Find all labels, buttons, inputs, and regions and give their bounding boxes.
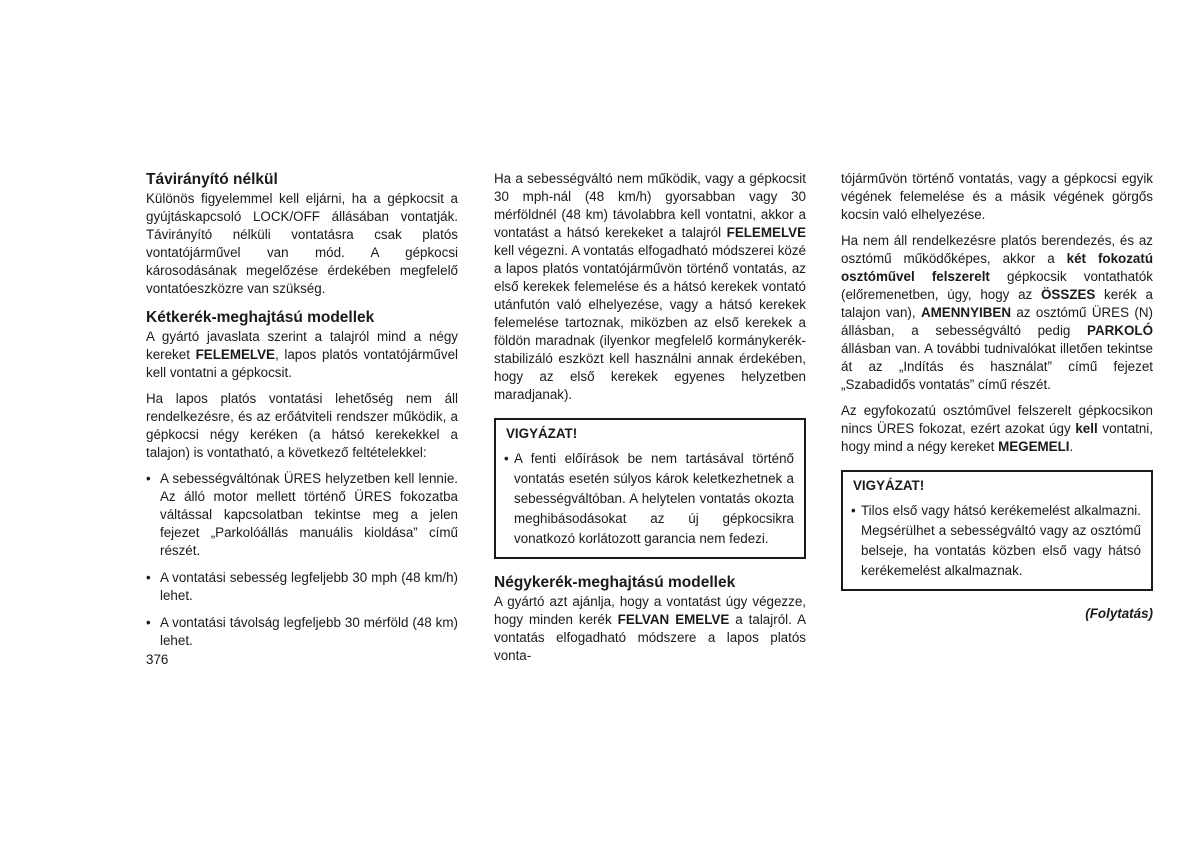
warning-box (841, 470, 1153, 591)
text-run: Ha a sebességváltó nem működik, vagy a gépkocsit 30 mph-nál (48 km/h) gyorsabban vagy 30 mérföldnél (48 km) távolabbra kell vontatni, akkor a vontatást a hátsó kerekeket a talajról (494, 171, 806, 240)
column-middle (494, 170, 806, 665)
text-run: állásban van. A további tudnivalókat illetően tekintse át az „Indítás és használat” című fejezet „Szabadidős vontatás” című részét. (841, 341, 1153, 392)
paragraph-2wd-recommendation (146, 328, 458, 382)
text-run: A gyártó azt ajánlja, hogy a vontatást úgy végezze, hogy minden kerék (494, 594, 806, 627)
paragraph-4wd-continued: tójárművön történő vontatás, vagy a gépkocsi egyik végének felemelése és a másik végének görgős kocsin való elhelyezése. (841, 171, 1153, 222)
section-heading-no-remote: Távirányító nélkül (146, 171, 278, 188)
warning-item (506, 449, 794, 549)
list-item: • A vontatási távolság legfeljebb 30 mérföld (48 km) lehet. (146, 614, 458, 650)
text-run: az osztómű ÜRES (N) állásban, a sebességváltó pedig (841, 305, 1153, 338)
paragraph-4wd-recommendation (494, 593, 806, 665)
text-run: Az egyfokozatú osztóművel felszerelt gépkocsikon nincs ÜRES fokozat, ezért azokat úgy (841, 403, 1153, 436)
list-item: • A sebességváltónak ÜRES helyzetben kell lennie. Az álló motor mellett történő ÜRES fokozatba váltással kapcsolatban tekintse meg a jelen fejezet „Parkolóállás manuális kioldása” című részét. (146, 470, 458, 560)
column-left (146, 170, 458, 659)
bullet-icon: • (504, 451, 509, 466)
bold-term: két fokozatú osztóművel felszerelt (841, 251, 1153, 284)
warning-text: A fenti előírások be nem tartásával történő vontatás esetén súlyos károk keletkezhetnek a sebességváltóban. A helytelen vontatás okozta meghibásodásokat az új gépkocsikra vonatkozó korlátozott garancia nem fedezi. (514, 451, 794, 546)
conditions-list (146, 470, 458, 650)
text-run: A gyártó javaslata szerint a talajról mind a négy kereket (146, 329, 458, 362)
warning-text: Tilos első vagy hátsó kerékemelést alkalmazni. Megsérülhet a sebességváltó vagy az osztómű belseje, ha vontatás közben első vagy hátsó kerékemelést alkalmaznak. (861, 503, 1141, 578)
paragraph-single-speed (841, 402, 1153, 456)
warning-box (494, 418, 806, 559)
bold-term: ÖSSZES (1040, 287, 1096, 302)
page-number: 376 (146, 652, 169, 667)
text-run: gépkocsik vontathatók (előremenetben, úgy, hogy az (841, 269, 1153, 302)
bold-term: kell (1075, 421, 1098, 436)
text-run: kerék a talajon van), (841, 287, 1153, 320)
text-run: . (1069, 439, 1074, 454)
bold-term: MEGEMELI (998, 439, 1070, 454)
paragraph-no-remote: Különös figyelemmel kell eljárni, ha a gépkocsit a gyújtáskapcsoló LOCK/OFF állásában vontatják. Távirányító nélküli vontatásra csak platós vontatójárművel van mód. A gépkocsi károsodásának megelőzése érdekében megfelelő vontatóeszközre van szükség. (146, 191, 458, 296)
text-run: kell végezni. A vontatás elfogadható módszerei közé a lapos platós vontatójárművön történő vontatás, az első kerekek felemelése és a hátsó kerekek vontató utánfutón való elhelyezése, vagy a hátsó kerekek felemelése tartoznak, miközben az első kerekek a földön maradnak (ilyenkor megfelelő kormánykerék-stabilizáló eszközt kell használni annak érdekében, hogy az első kerekek egyenes helyzetben maradjanak). (494, 243, 806, 402)
section-heading-4wd: Négykerék-meghajtású modellek (494, 574, 736, 591)
list-item: • A vontatási sebesség legfeljebb 30 mph (48 km/h) lehet. (146, 569, 458, 605)
warning-item (853, 501, 1141, 581)
warning-title: VIGYÁZAT! (506, 426, 578, 441)
bold-term: PARKOLÓ (1087, 323, 1153, 338)
bold-term: FELVAN EMELVE (617, 612, 730, 627)
paragraph-transfer-case (841, 232, 1153, 394)
text-run: , lapos platós vontatójárművel kell vontatni a gépkocsit. (146, 347, 458, 380)
text-run: vontatni, hogy mind a négy kereket (841, 421, 1154, 454)
section-heading-2wd: Kétkerék-meghajtású modellek (146, 309, 375, 326)
text-run: Ha nem áll rendelkezésre platós berendezés, és az osztómű működőképes, akkor a (841, 233, 1153, 266)
bold-term: FELEMELVE (195, 347, 275, 362)
continued-label: (Folytatás) (1085, 606, 1153, 621)
paragraph-2wd-methods (494, 170, 806, 404)
bold-term: AMENNYIBEN (920, 305, 1011, 320)
paragraph-2wd-conditions: Ha lapos platós vontatási lehetőség nem áll rendelkezésre, és az erőátviteli rendszer működik, a gépkocsi négy keréken (a hátsó kerekekkel a talajon) is vontatható, a következő feltételekkel: (146, 391, 458, 460)
text-run: a talajról. A vontatás elfogadható módszere a lapos platós vonta- (494, 612, 807, 663)
column-right (841, 170, 1153, 623)
bold-term: FELEMELVE (726, 225, 806, 240)
bullet-icon: • (851, 503, 856, 518)
warning-title: VIGYÁZAT! (853, 478, 925, 493)
